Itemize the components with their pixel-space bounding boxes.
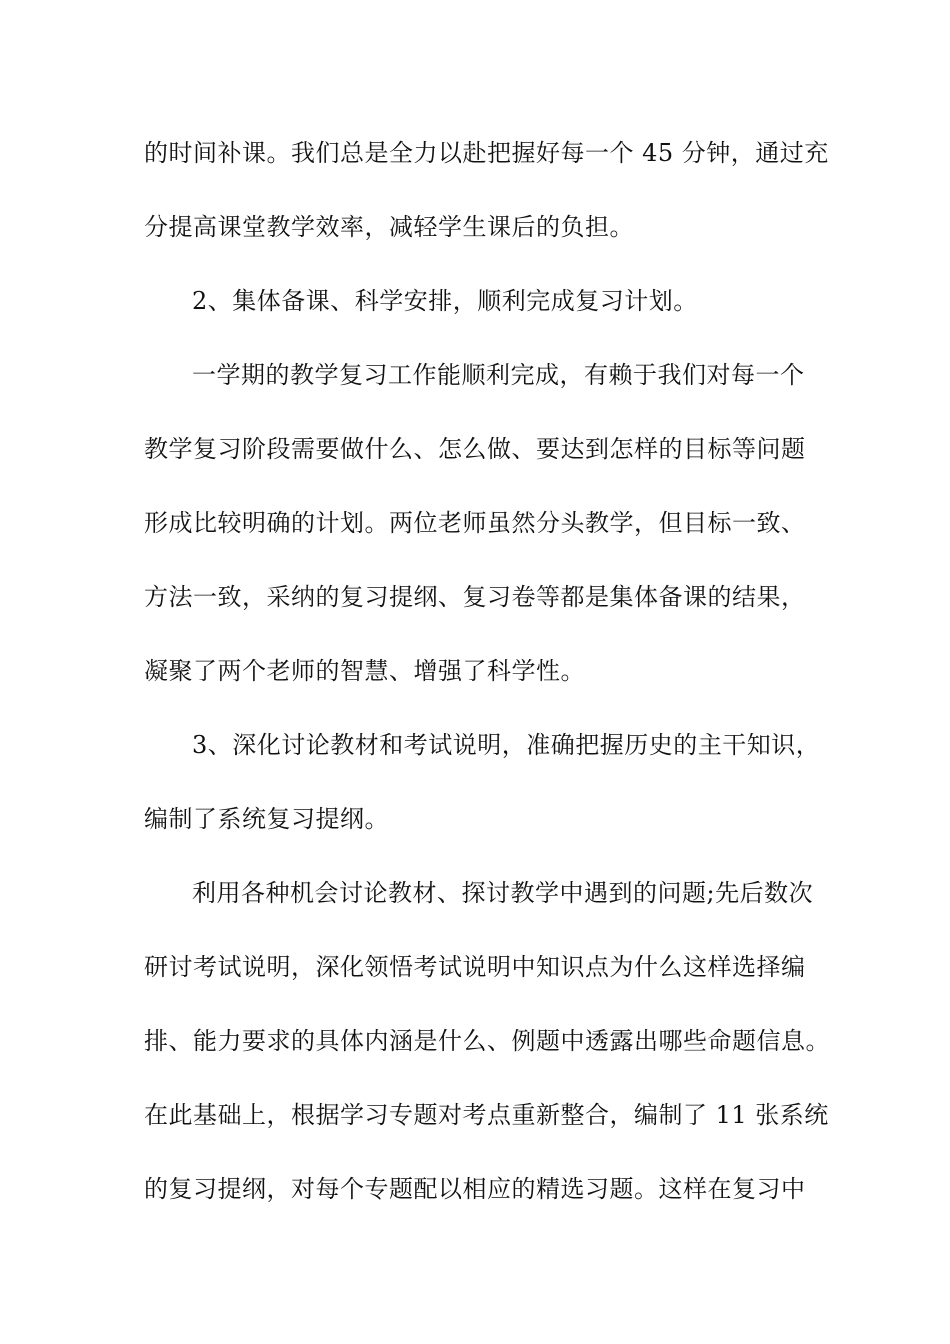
text-line: 研讨考试说明，深化领悟考试说明中知识点为什么这样选择编 [144,953,806,981]
text-line: 一学期的教学复习工作能顺利完成，有赖于我们对每一个 [192,361,805,389]
text-line: 排、能力要求的具体内涵是什么、例题中透露出哪些命题信息。 [144,1027,830,1055]
text-line: 凝聚了两个老师的智慧、增强了科学性。 [144,657,585,685]
text-line: 的复习提纲，对每个专题配以相应的精选习题。这样在复习中 [144,1175,806,1203]
text-line: 形成比较明确的计划。两位老师虽然分头教学，但目标一致、 [144,509,806,537]
text-line: 编制了系统复习提纲。 [144,805,389,833]
section-heading: 2、集体备课、科学安排，顺利完成复习计划。 [192,287,698,315]
section-heading: 3、深化讨论教材和考试说明，准确把握历史的主干知识， [192,731,821,759]
text-line: 利用各种机会讨论教材、探讨教学中遇到的问题;先后数次 [192,879,814,907]
text-line: 教学复习阶段需要做什么、怎么做、要达到怎样的目标等问题 [144,435,806,463]
text-line: 分提高课堂教学效率，减轻学生课后的负担。 [144,213,634,241]
text-line: 的时间补课。我们总是全力以赴把握好每一个 45 分钟，通过充 [144,139,829,167]
text-line: 在此基础上，根据学习专题对考点重新整合，编制了 11 张系统 [144,1101,829,1129]
text-line: 方法一致，采纳的复习提纲、复习卷等都是集体备课的结果， [144,583,806,611]
